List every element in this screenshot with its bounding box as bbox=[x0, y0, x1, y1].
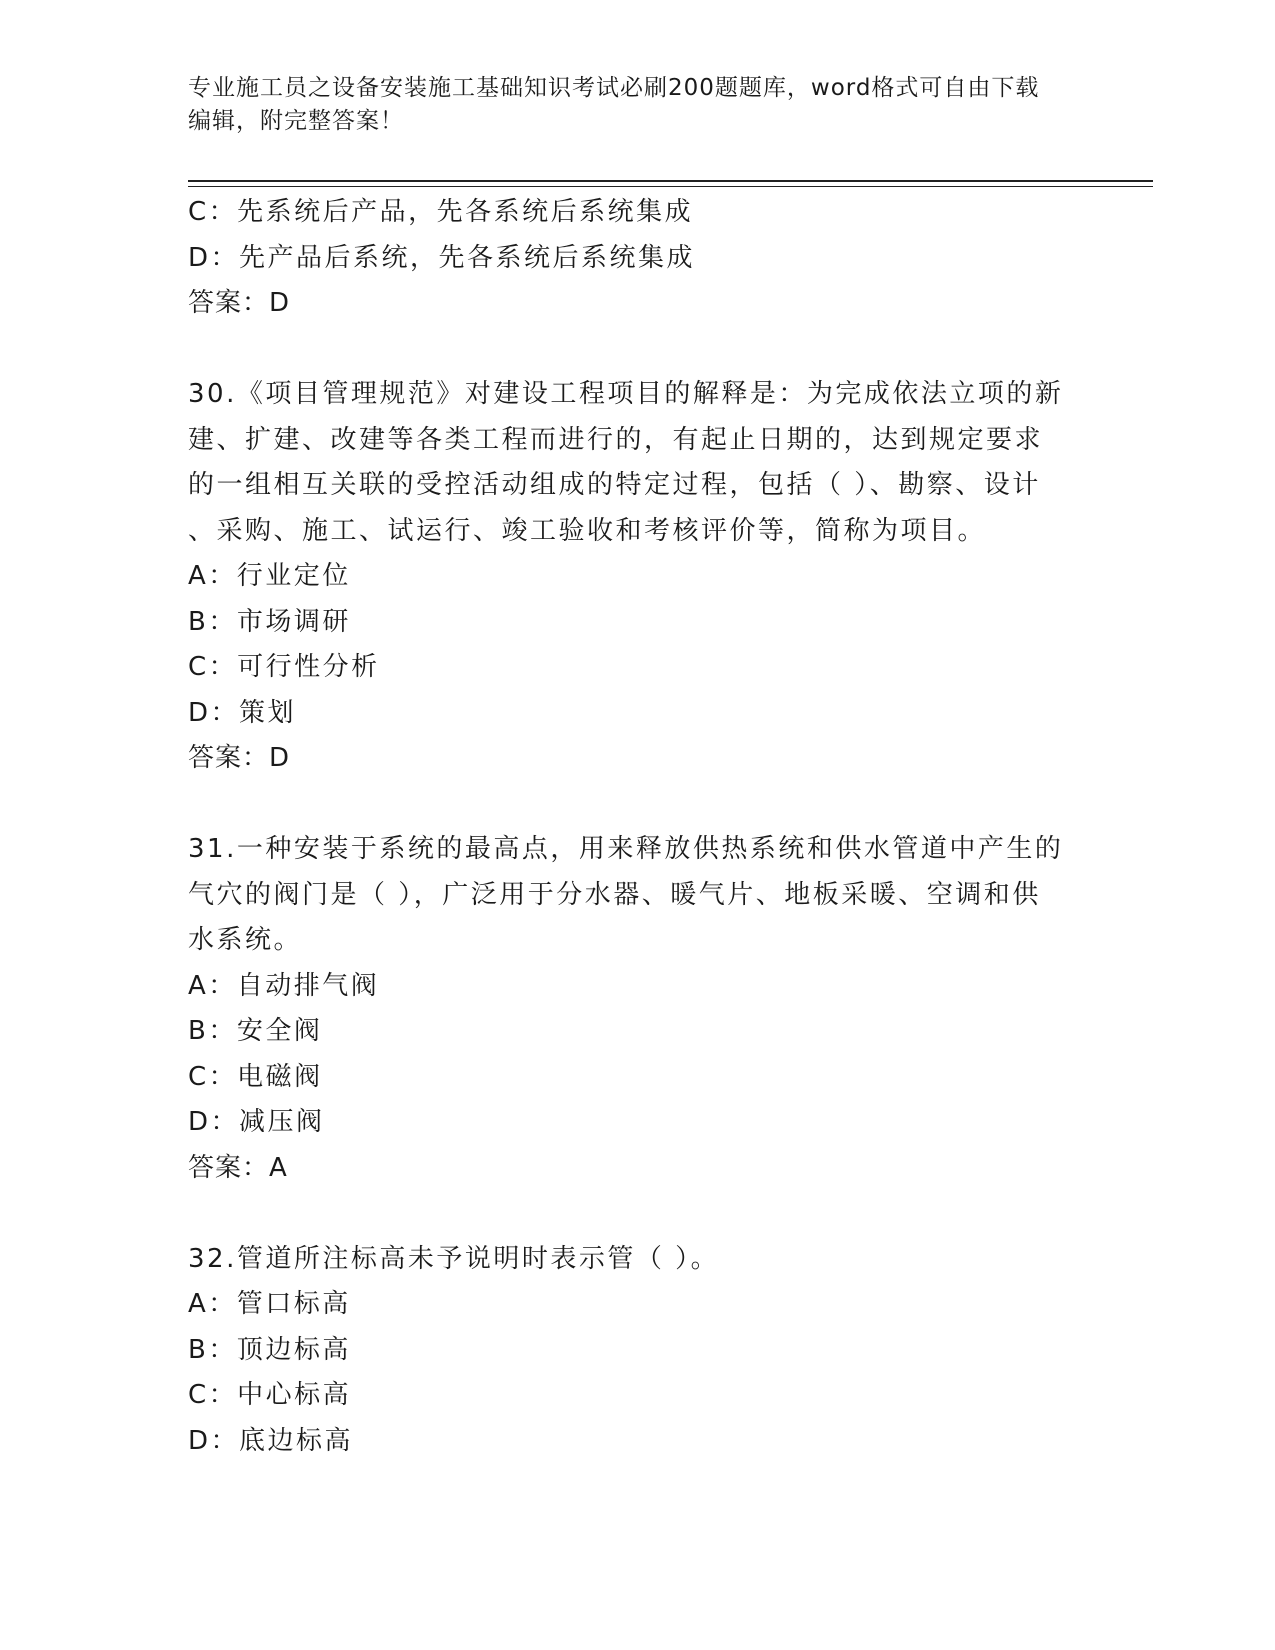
header-title-line-1: 专业施工员之设备安装施工基础知识考试必刷200题题库，word格式可自由下载 bbox=[188, 75, 1040, 101]
header-divider-thick bbox=[188, 180, 1153, 182]
spacer bbox=[188, 327, 1073, 373]
question-stem-line: 水系统。 bbox=[188, 925, 303, 955]
question-stem-line: 32.管道所注标高未予说明时表示管（ ）。 bbox=[188, 1243, 720, 1274]
question-stem-line: 气穴的阀门是（ ），广泛用于分水器、暖气片、地板采暖、空调和供 bbox=[188, 879, 1041, 910]
option-d: D：减压阀 bbox=[188, 1107, 325, 1137]
question-content bbox=[188, 190, 1073, 1464]
option-b: B：市场调研 bbox=[188, 606, 351, 637]
question-block bbox=[188, 827, 1073, 1191]
option-a: A：自动排气阀 bbox=[188, 970, 380, 1001]
option-c: C：中心标高 bbox=[188, 1380, 352, 1410]
answer-line: 答案：A bbox=[188, 1152, 288, 1183]
option-b: B：顶边标高 bbox=[188, 1334, 351, 1365]
document-header bbox=[188, 72, 1068, 138]
spacer bbox=[188, 1191, 1073, 1237]
option-a: A：行业定位 bbox=[188, 561, 351, 591]
header-title-line-2: 编辑，附完整答案！ bbox=[188, 108, 404, 134]
question-stem-line: 30.《项目管理规范》对建设工程项目的解释是：为完成依法立项的新 bbox=[188, 379, 1064, 409]
spacer bbox=[188, 782, 1073, 828]
question-block bbox=[188, 1237, 1073, 1465]
option-d: D：先产品后系统，先各系统后系统集成 bbox=[188, 242, 696, 273]
question-stem-line: 31.一种安装于系统的最高点，用来释放供热系统和供水管道中产生的 bbox=[188, 834, 1064, 864]
header-divider-thin bbox=[188, 186, 1153, 187]
option-c: C：电磁阀 bbox=[188, 1061, 323, 1092]
option-b: B：安全阀 bbox=[188, 1016, 323, 1046]
answer-line: 答案：D bbox=[188, 288, 291, 318]
question-stem-line: 建、扩建、改建等各类工程而进行的，有起止日期的，达到规定要求 bbox=[188, 424, 1044, 455]
question-block bbox=[188, 372, 1073, 782]
option-d: D：底边标高 bbox=[188, 1425, 354, 1456]
option-d: D：策划 bbox=[188, 697, 297, 728]
question-stem-line: 、采购、施工、试运行、竣工验收和考核评价等，简称为项目。 bbox=[188, 515, 987, 546]
option-c: C：先系统后产品，先各系统后系统集成 bbox=[188, 197, 694, 227]
answer-line: 答案：D bbox=[188, 743, 291, 773]
option-c: C：可行性分析 bbox=[188, 652, 380, 682]
question-stem-line: 的一组相互关联的受控活动组成的特定过程，包括（ ）、勘察、设计 bbox=[188, 470, 1041, 500]
option-a: A：管口标高 bbox=[188, 1289, 351, 1319]
